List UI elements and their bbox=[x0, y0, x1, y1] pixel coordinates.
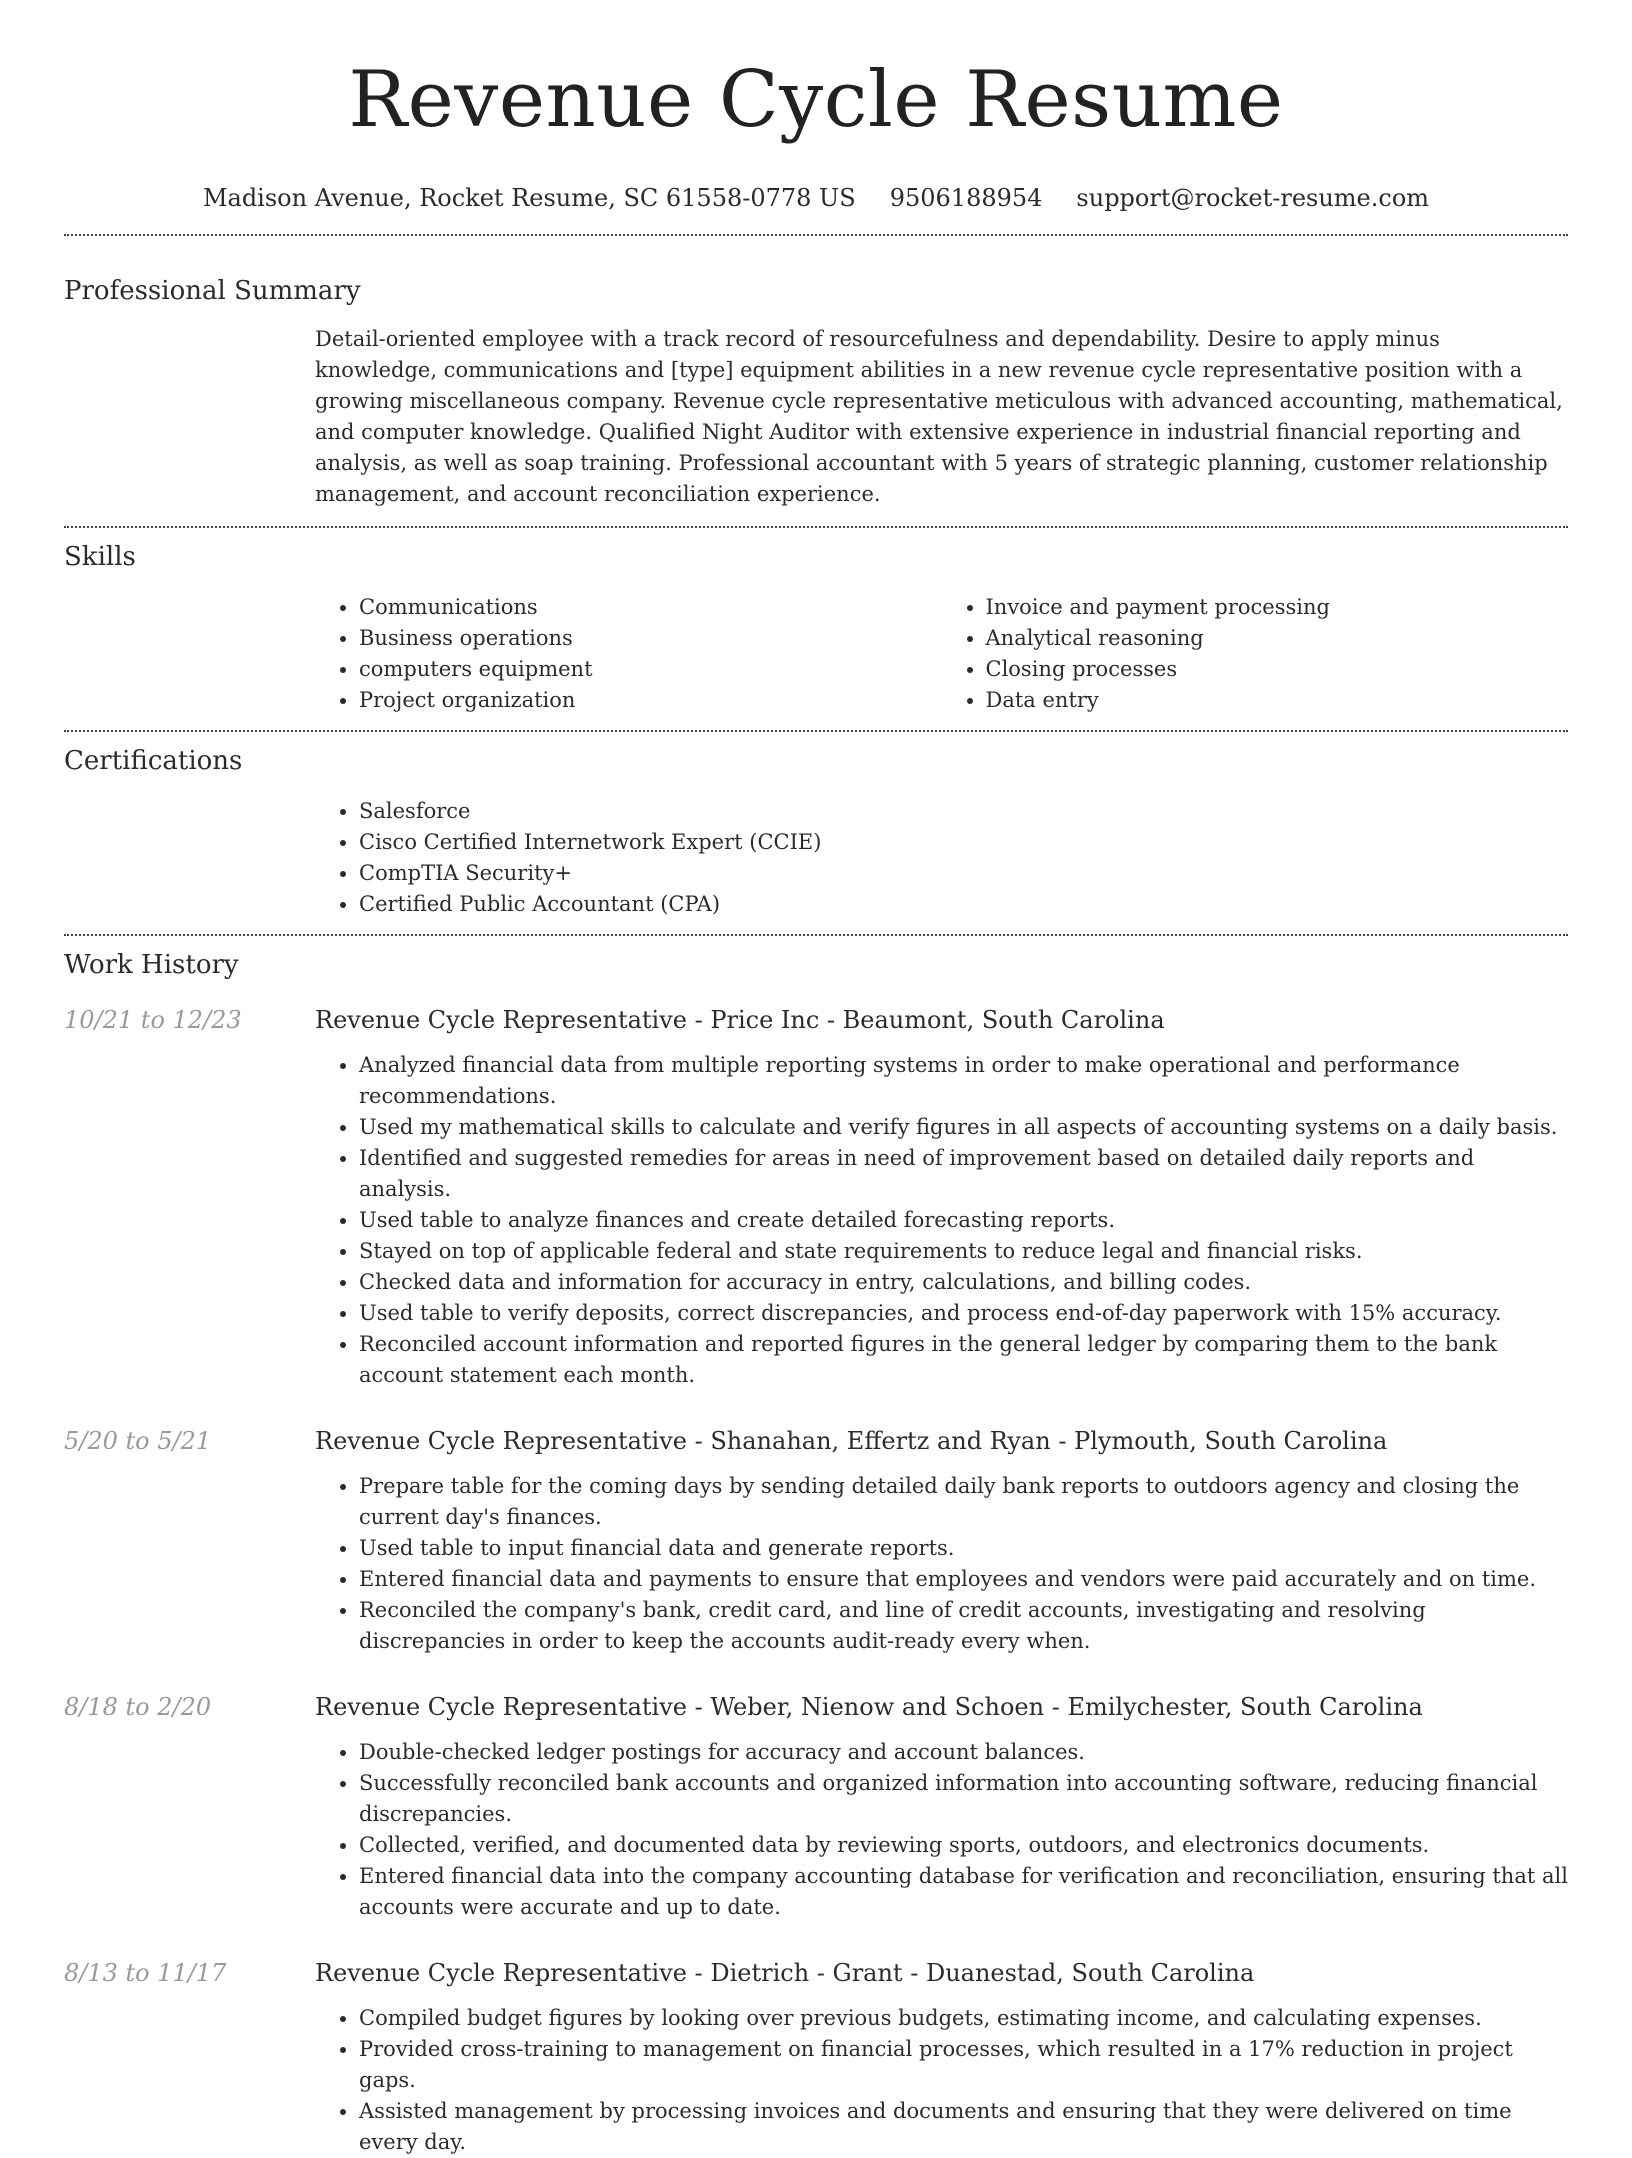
job-bullet-list bbox=[315, 1471, 1568, 1657]
job-bullet: • Identified and suggested remedies for areas in need of improvement based on detailed daily reports and analysis. bbox=[359, 1143, 1568, 1205]
job-dates: 10/21 to 12/23 bbox=[64, 1006, 242, 1034]
job-bullet: • Collected, verified, and documented data by reviewing sports, outdoors, and electronics documents. bbox=[359, 1830, 1568, 1861]
job-details bbox=[315, 1425, 1568, 1657]
contact-phone: 9506188954 bbox=[889, 184, 1043, 212]
job-bullet: • Assisted management by processing invoices and documents and ensuring that they were delivered on time every day. bbox=[359, 2096, 1568, 2158]
certification-item: • CompTIA Security+ bbox=[359, 858, 1568, 889]
job-bullet: • Checked data and information for accuracy in entry, calculations, and billing codes. bbox=[359, 1267, 1568, 1298]
job-bullet-list bbox=[315, 1050, 1568, 1391]
job-bullet: • Entered financial data and payments to ensure that employees and vendors were paid accurately and on time. bbox=[359, 1564, 1568, 1595]
skill-item: • Invoice and payment processing bbox=[986, 592, 1569, 623]
job-bullet: • Used table to input financial data and generate reports. bbox=[359, 1533, 1568, 1564]
job-title: Revenue Cycle Representative - Dietrich - Grant - Duanestad, South Carolina bbox=[315, 1959, 1255, 1987]
job-bullet: • Stayed on top of applicable federal and state requirements to reduce legal and financial risks. bbox=[359, 1236, 1568, 1267]
summary-section bbox=[64, 236, 1568, 526]
job-title: Revenue Cycle Representative - Weber, Nienow and Schoen - Emilychester, South Carolina bbox=[315, 1693, 1423, 1721]
job-bullet: • Analyzed financial data from multiple reporting systems in order to make operational and performance recommendations. bbox=[359, 1050, 1568, 1112]
work-history-section bbox=[64, 936, 1568, 2158]
certifications-section bbox=[64, 732, 1568, 934]
certifications-title: Certifications bbox=[64, 746, 243, 776]
contact-email: support@rocket-resume.com bbox=[1076, 184, 1430, 212]
skills-list-right bbox=[942, 592, 1569, 716]
certifications-list bbox=[315, 796, 1568, 920]
skill-item: • Project organization bbox=[359, 685, 942, 716]
skill-item: • Communications bbox=[359, 592, 942, 623]
job-bullet: • Used my mathematical skills to calculate and verify figures in all aspects of accounting systems on a daily basis. bbox=[359, 1112, 1568, 1143]
summary-text: Detail-oriented employee with a track record of resourcefulness and dependability. Desire to apply minus knowledge, communications and [type] equipment abilities in a new revenue cycle representative position with a growing miscellaneous company. Revenue cycle representative meticulous with advanced accounting, mathematical, and computer knowledge. Qualified Night Auditor with extensive experience in industrial financial reporting and analysis, as well as soap training. Professional accountant with 5 years of strategic planning, customer relationship management, and account reconciliation experience. bbox=[315, 327, 1563, 506]
job-bullet: • Reconciled the company's bank, credit card, and line of credit accounts, investigating and resolving discrepancies in order to keep the accounts audit-ready every when. bbox=[359, 1595, 1568, 1657]
job-bullet: • Compiled budget figures by looking over previous budgets, estimating income, and calculating expenses. bbox=[359, 2003, 1568, 2034]
job-bullet: • Successfully reconciled bank accounts and organized information into accounting software, reducing financial discrepancies. bbox=[359, 1768, 1568, 1830]
skills-section bbox=[64, 528, 1568, 730]
job-bullet: • Provided cross-training to management on financial processes, which resulted in a 17% reduction in project gaps. bbox=[359, 2034, 1568, 2096]
summary-title: Professional Summary bbox=[64, 276, 361, 306]
contact-line bbox=[0, 182, 1632, 214]
job-entry bbox=[64, 1425, 1568, 1657]
skills-body bbox=[315, 592, 1568, 730]
job-details bbox=[315, 1691, 1568, 1923]
job-bullet: • Prepare table for the coming days by sending detailed daily bank reports to outdoors agency and closing the current day's finances. bbox=[359, 1471, 1568, 1533]
job-dates: 8/13 to 11/17 bbox=[64, 1959, 227, 1987]
job-bullet: • Double-checked ledger postings for accuracy and account balances. bbox=[359, 1737, 1568, 1768]
certification-item: • Certified Public Accountant (CPA) bbox=[359, 889, 1568, 920]
job-title: Revenue Cycle Representative - Price Inc - Beaumont, South Carolina bbox=[315, 1006, 1165, 1034]
work-history-title: Work History bbox=[64, 950, 239, 980]
job-entry bbox=[64, 1004, 1568, 1391]
job-bullet: • Used table to verify deposits, correct discrepancies, and process end-of-day paperwork with 15% accuracy. bbox=[359, 1298, 1568, 1329]
job-bullet: • Reconciled account information and reported figures in the general ledger by comparing them to the bank account statement each month. bbox=[359, 1329, 1568, 1391]
skill-item: • Data entry bbox=[986, 685, 1569, 716]
resume-name: Revenue Cycle Resume bbox=[348, 55, 1284, 145]
job-dates: 8/18 to 2/20 bbox=[64, 1693, 212, 1721]
skills-title: Skills bbox=[64, 542, 136, 572]
certification-item: • Cisco Certified Internetwork Expert (CCIE) bbox=[359, 827, 1568, 858]
job-bullet-list bbox=[315, 2003, 1568, 2158]
skill-item: • computers equipment bbox=[359, 654, 942, 685]
job-details bbox=[315, 1957, 1568, 2158]
certifications-body bbox=[315, 796, 1568, 934]
job-entry bbox=[64, 1691, 1568, 1923]
job-dates: 5/20 to 5/21 bbox=[64, 1427, 212, 1455]
job-details bbox=[315, 1004, 1568, 1391]
skill-item: • Closing processes bbox=[986, 654, 1569, 685]
skill-item: • Business operations bbox=[359, 623, 942, 654]
job-bullet: • Entered financial data into the company accounting database for verification and reconciliation, ensuring that all accounts were accurate and up to date. bbox=[359, 1861, 1568, 1923]
skills-list-left bbox=[315, 592, 942, 716]
job-title: Revenue Cycle Representative - Shanahan, Effertz and Ryan - Plymouth, South Carolina bbox=[315, 1427, 1388, 1455]
certification-item: • Salesforce bbox=[359, 796, 1568, 827]
job-bullet: • Used table to analyze finances and create detailed forecasting reports. bbox=[359, 1205, 1568, 1236]
contact-address: Madison Avenue, Rocket Resume, SC 61558-0778 US bbox=[202, 184, 856, 212]
skill-item: • Analytical reasoning bbox=[986, 623, 1569, 654]
job-bullet-list bbox=[315, 1737, 1568, 1923]
resume-header bbox=[0, 0, 1632, 214]
job-entry bbox=[64, 1957, 1568, 2158]
